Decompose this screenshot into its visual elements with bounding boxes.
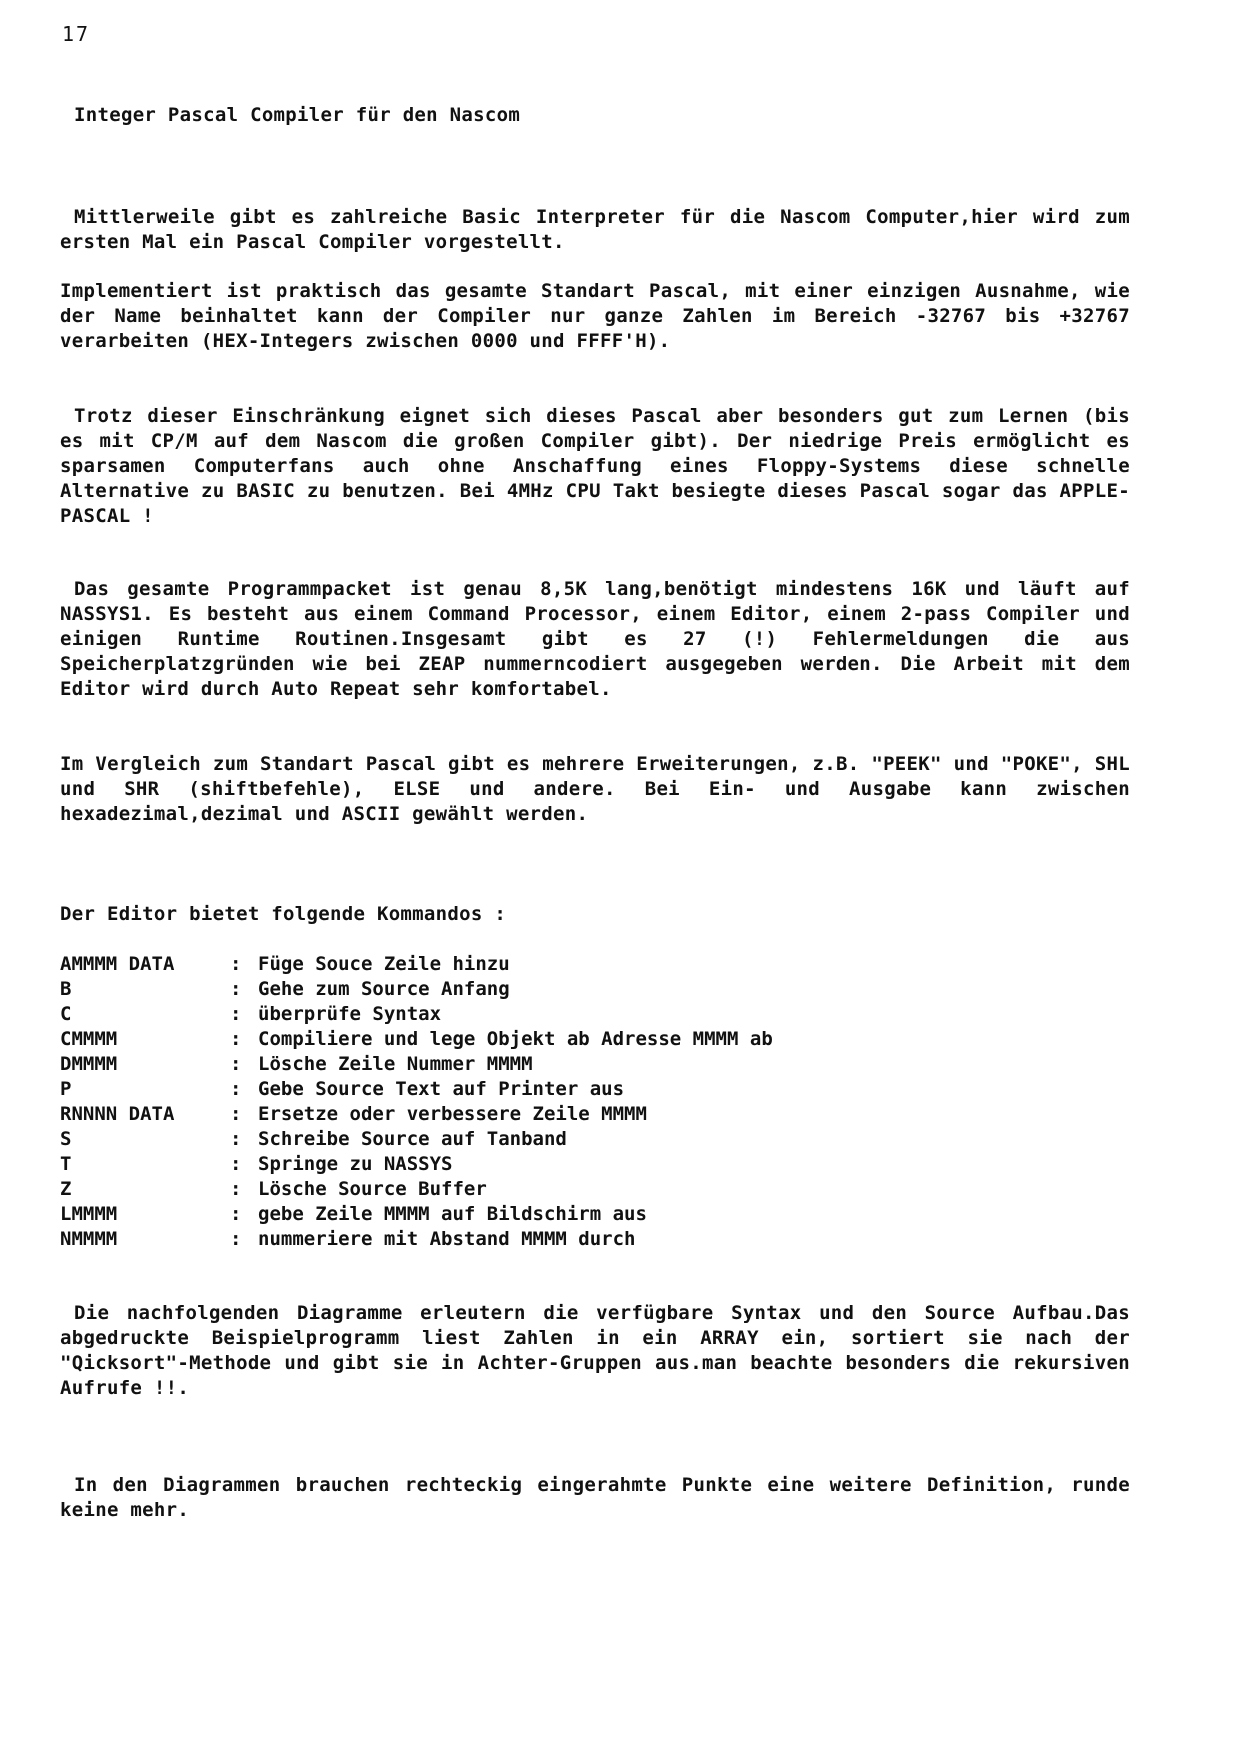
editor-commands-heading: Der Editor bietet folgende Kommandos : (60, 903, 507, 925)
command-separator: : (230, 1078, 242, 1100)
command-key: T (60, 1153, 72, 1175)
editor-command-row (60, 977, 773, 1002)
paragraph-implementation: Implementiert ist praktisch das gesamte Standart Pascal, mit einer einzigen Ausnahme, wie der Name beinhaltet kann der Compiler nur ganze Zahlen im Bereich -32767 bis +32767 verarbeiten (HEX-Integers zwischen 0000 und FFFF'H). (60, 280, 1130, 352)
command-description: Gebe Source Text auf Printer aus (258, 1078, 625, 1100)
command-key: RNNNN DATA (60, 1103, 175, 1125)
paragraph-diagram-legend: In den Diagrammen brauchen rechteckig eingerahmte Punkte eine weitere Definition, runde keine mehr. (60, 1474, 1130, 1521)
command-key: LMMMM (60, 1203, 118, 1225)
paragraph-extensions: Im Vergleich zum Standart Pascal gibt es mehrere Erweiterungen, z.B. "PEEK" und "POKE", SHL und SHR (shiftbefehle), ELSE und andere. Bei Ein- und Ausgabe kann zwischen hexadezimal,dezimal und ASCII gewählt werden. (60, 753, 1130, 825)
command-key: B (60, 978, 72, 1000)
editor-command-row (60, 1227, 773, 1252)
command-separator: : (230, 953, 242, 975)
editor-command-row (60, 1177, 773, 1202)
command-description: Lösche Zeile Nummer MMMM (258, 1053, 533, 1075)
command-description: Springe zu NASSYS (258, 1153, 453, 1175)
command-separator: : (230, 1228, 242, 1250)
paragraph-diagrams: Die nachfolgenden Diagramme erleutern die verfügbare Syntax und den Source Aufbau.Das abgedruckte Beispielprogramm liest Zahlen in ein ARRAY ein, sortiert sie nach der "Qicksort"-Methode und gibt sie in Achter-Gruppen aus.man beachte besonders die rekursiven Aufrufe !!. (60, 1302, 1130, 1399)
command-separator: : (230, 1203, 242, 1225)
paragraph-program-package: Das gesamte Programmpacket ist genau 8,5K lang,benötigt mindestens 16K und läuft auf NASSYS1. Es besteht aus einem Command Processor, einem Editor, einem 2-pass Compiler und einigen Runtime Routinen.Insgesamt gibt es 27 (!) Fehlermeldungen die aus Speicherplatzgründen wie bei ZEAP nummerncodiert ausgegeben werden. Die Arbeit mit dem Editor wird durch Auto Repeat sehr komfortabel. (60, 578, 1130, 700)
command-key: DMMMM (60, 1053, 118, 1075)
editor-command-row (60, 1052, 773, 1077)
editor-command-row (60, 1152, 773, 1177)
editor-command-row (60, 1027, 773, 1052)
command-separator: : (230, 1053, 242, 1075)
command-key: CMMMM (60, 1028, 118, 1050)
editor-command-list (60, 952, 773, 1252)
command-separator: : (230, 978, 242, 1000)
command-description: nummeriere mit Abstand MMMM durch (258, 1228, 636, 1250)
command-description: Ersetze oder verbessere Zeile MMMM (258, 1103, 647, 1125)
command-separator: : (230, 1128, 242, 1150)
command-key: AMMMM DATA (60, 953, 175, 975)
page-number: 17 (62, 22, 91, 46)
command-separator: : (230, 1178, 242, 1200)
editor-command-row (60, 1202, 773, 1227)
command-description: Compiliere und lege Objekt ab Adresse MMMM ab (258, 1028, 773, 1050)
command-description: überprüfe Syntax (258, 1003, 442, 1025)
command-description: Schreibe Source auf Tanband (258, 1128, 567, 1150)
editor-command-row (60, 1127, 773, 1152)
command-key: S (60, 1128, 72, 1150)
command-key: P (60, 1078, 72, 1100)
command-description: Gehe zum Source Anfang (258, 978, 510, 1000)
command-key: C (60, 1003, 72, 1025)
editor-command-row (60, 952, 773, 977)
editor-command-row (60, 1102, 773, 1127)
command-description: Lösche Source Buffer (258, 1178, 487, 1200)
command-key: NMMMM (60, 1228, 118, 1250)
document-title: Integer Pascal Compiler für den Nascom (74, 104, 521, 126)
paragraph-intro: Mittlerweile gibt es zahlreiche Basic Interpreter für die Nascom Computer,hier wird zum ersten Mal ein Pascal Compiler vorgestellt. (60, 206, 1130, 253)
command-description: Füge Souce Zeile hinzu (258, 953, 510, 975)
command-separator: : (230, 1103, 242, 1125)
command-key: Z (60, 1178, 72, 1200)
command-description: gebe Zeile MMMM auf Bildschirm aus (258, 1203, 647, 1225)
editor-command-row (60, 1077, 773, 1102)
command-separator: : (230, 1153, 242, 1175)
command-separator: : (230, 1003, 242, 1025)
paragraph-restriction: Trotz dieser Einschränkung eignet sich dieses Pascal aber besonders gut zum Lernen (bis es mit CP/M auf dem Nascom die großen Compiler gibt). Der niedrige Preis ermöglicht es sparsamen Computerfans auch ohne Anschaffung eines Floppy-Systems diese schnelle Alternative zu BASIC zu benutzen. Bei 4MHz CPU Takt besiegte dieses Pascal sogar das APPLE-PASCAL ! (60, 405, 1130, 527)
editor-command-row (60, 1002, 773, 1027)
command-separator: : (230, 1028, 242, 1050)
